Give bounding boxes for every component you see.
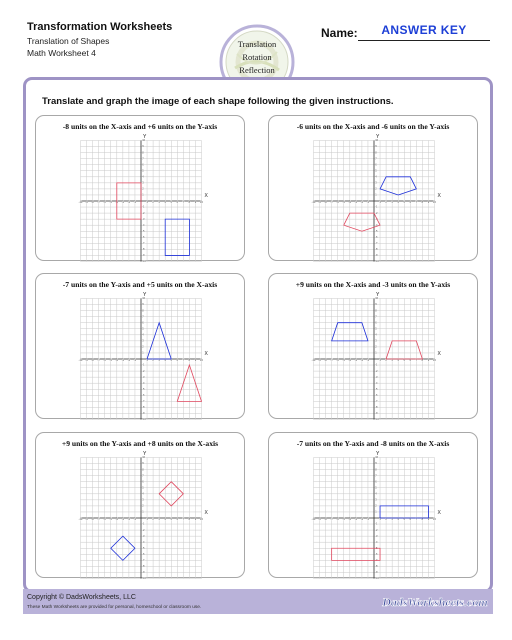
badge-label-rotation: Rotation <box>242 52 272 62</box>
y-axis-label: Y <box>143 134 147 140</box>
x-tick-label: -8 <box>91 200 94 204</box>
x-tick-label: 8 <box>421 200 424 204</box>
x-tick-label: 2 <box>385 200 387 204</box>
y-axis-label: Y <box>143 292 147 298</box>
x-tick-label: -6 <box>336 517 339 521</box>
y-tick-label: 7 <box>142 474 144 478</box>
y-tick-label: -8 <box>375 248 378 252</box>
y-tick-label: 9 <box>375 462 377 466</box>
y-tick-label: 4 <box>142 492 144 496</box>
name-line <box>358 40 490 41</box>
x-tick-label: 2 <box>152 517 154 521</box>
x-tick-label: -2 <box>127 358 131 362</box>
y-tick-label: 10 <box>142 297 146 301</box>
x-tick-label: -8 <box>324 358 327 362</box>
x-tick-label: 8 <box>421 517 424 521</box>
y-tick-label: 2 <box>142 187 144 191</box>
y-tick-label: 4 <box>375 175 377 179</box>
y-tick-label: -10 <box>375 418 379 422</box>
answer-key: ANSWER KEY <box>381 23 467 37</box>
x-tick-label: 1 <box>379 517 381 521</box>
x-tick-label: -10 <box>311 200 316 204</box>
coordinate-grid <box>269 433 477 581</box>
x-tick-label: -6 <box>336 200 339 204</box>
x-tick-label: 7 <box>415 517 418 521</box>
y-tick-label: 2 <box>375 504 377 508</box>
x-tick-label: -5 <box>342 358 345 362</box>
y-tick-label: -8 <box>142 406 145 410</box>
y-tick-label: -6 <box>142 393 145 397</box>
x-tick-label: -3 <box>354 200 358 204</box>
y-tick-label: -8 <box>142 565 145 569</box>
x-tick-label: 1 <box>146 358 148 362</box>
x-tick-label: -7 <box>330 517 333 521</box>
graph-panel <box>35 432 245 581</box>
y-tick-label: -3 <box>375 217 378 221</box>
y-tick-label: 4 <box>142 333 144 337</box>
y-tick-label: -6 <box>142 235 145 239</box>
y-tick-label: 1 <box>142 193 144 197</box>
y-tick-label: 7 <box>375 315 377 319</box>
y-tick-label: 7 <box>142 315 144 319</box>
y-axis-label: Y <box>143 451 147 457</box>
y-tick-label: 9 <box>375 303 377 307</box>
y-tick-label: -4 <box>142 381 145 385</box>
x-tick-label: -3 <box>121 358 125 362</box>
x-tick-label: -1 <box>366 517 370 521</box>
graph-panel <box>268 115 478 264</box>
x-tick-label: -4 <box>348 358 351 362</box>
y-tick-label: 2 <box>142 345 144 349</box>
x-axis-label: X <box>204 193 208 199</box>
x-tick-label: -1 <box>133 200 137 204</box>
y-tick-label: -3 <box>142 375 145 379</box>
coordinate-grid <box>269 116 477 264</box>
x-tick-label: -2 <box>360 517 364 521</box>
y-tick-label: 2 <box>142 504 144 508</box>
problem-instruction: +9 units on the Y-axis and +8 units on the X-axis <box>61 439 219 448</box>
svg-text:DadsWorksheets.com: DadsWorksheets.com <box>382 595 488 609</box>
y-tick-label: -4 <box>375 540 378 544</box>
problem-instruction: +9 units on the X-axis and -3 units on the Y-axis <box>295 280 451 289</box>
coordinate-grid <box>36 116 244 264</box>
y-tick-label: -9 <box>142 254 145 258</box>
x-tick-label: 1 <box>146 517 148 521</box>
x-tick-label: -4 <box>348 200 351 204</box>
y-tick-label: -1 <box>142 522 145 526</box>
x-axis-label: X <box>437 351 441 357</box>
y-tick-label: 2 <box>375 345 377 349</box>
y-tick-label: -7 <box>142 400 145 404</box>
x-tick-label: 4 <box>397 358 399 362</box>
y-tick-label: -5 <box>375 546 378 550</box>
y-tick-label: -7 <box>142 559 145 563</box>
x-tick-label: 3 <box>158 517 160 521</box>
x-tick-label: -6 <box>103 517 106 521</box>
y-tick-label: -9 <box>375 412 378 416</box>
y-tick-label: -6 <box>375 552 378 556</box>
x-tick-label: -1 <box>366 358 370 362</box>
y-tick-label: -7 <box>375 400 378 404</box>
y-tick-label: -8 <box>375 406 378 410</box>
y-tick-label: -10 <box>142 418 146 422</box>
x-tick-label: 6 <box>409 200 412 204</box>
x-tick-label: -7 <box>97 200 100 204</box>
x-tick-label: -4 <box>115 200 118 204</box>
y-tick-label: -3 <box>375 534 378 538</box>
x-tick-label: 1 <box>146 200 148 204</box>
x-tick-label: 4 <box>164 517 166 521</box>
x-tick-label: 2 <box>385 358 387 362</box>
graph-panel <box>268 273 478 422</box>
x-tick-label: 3 <box>391 358 393 362</box>
x-tick-label: -9 <box>318 358 321 362</box>
x-tick-label: -7 <box>97 517 100 521</box>
x-tick-label: -3 <box>121 517 125 521</box>
y-tick-label: -1 <box>375 522 378 526</box>
y-tick-label: -7 <box>375 242 378 246</box>
x-tick-label: 2 <box>385 517 387 521</box>
y-tick-label: 4 <box>375 333 377 337</box>
x-tick-label: 5 <box>170 200 172 204</box>
x-tick-label: 10 <box>433 358 436 362</box>
y-tick-label: 1 <box>375 193 377 197</box>
worksheet-subtitle: Translation of Shapes <box>27 36 110 46</box>
x-tick-label: -5 <box>109 517 112 521</box>
x-tick-label: 4 <box>397 200 399 204</box>
x-tick-label: 9 <box>427 200 430 204</box>
x-tick-label: 7 <box>182 517 185 521</box>
x-tick-label: -6 <box>336 358 339 362</box>
y-tick-label: -3 <box>142 534 145 538</box>
y-tick-label: -3 <box>375 375 378 379</box>
y-tick-label: -10 <box>142 577 146 581</box>
y-tick-label: -8 <box>142 248 145 252</box>
y-tick-label: -8 <box>375 565 378 569</box>
dadsworksheets-logo <box>382 590 488 614</box>
y-tick-label: 9 <box>375 145 377 149</box>
x-tick-label: -8 <box>324 200 327 204</box>
graph-panel <box>268 432 478 581</box>
x-tick-label: 7 <box>182 200 185 204</box>
y-tick-label: -9 <box>142 412 145 416</box>
x-tick-label: 2 <box>152 358 154 362</box>
x-tick-label: -10 <box>78 517 83 521</box>
x-tick-label: 4 <box>164 358 166 362</box>
y-tick-label: 6 <box>142 480 144 484</box>
y-tick-label: -5 <box>142 546 145 550</box>
y-tick-label: -2 <box>375 369 378 373</box>
x-tick-label: 7 <box>415 200 418 204</box>
y-tick-label: 10 <box>142 139 146 143</box>
graph-panel <box>35 115 245 264</box>
x-tick-label: -7 <box>330 200 333 204</box>
y-tick-label: 1 <box>142 510 144 514</box>
badge-label-translation: Translation <box>237 39 277 49</box>
x-tick-label: -6 <box>103 200 106 204</box>
problem-instruction: -7 units on the Y-axis and -8 units on the X-axis <box>296 439 450 448</box>
y-tick-label: 3 <box>375 339 377 343</box>
y-tick-label: -6 <box>375 235 378 239</box>
x-tick-label: -8 <box>91 358 94 362</box>
x-tick-label: 1 <box>379 358 381 362</box>
coordinate-grid <box>36 433 244 581</box>
y-tick-label: -2 <box>375 528 378 532</box>
x-tick-label: -4 <box>115 358 118 362</box>
x-tick-label: -2 <box>360 200 364 204</box>
y-tick-label: -4 <box>142 223 145 227</box>
x-tick-label: 2 <box>152 200 154 204</box>
x-tick-label: -5 <box>342 200 345 204</box>
y-tick-label: 7 <box>375 157 377 161</box>
y-tick-label: 6 <box>375 163 377 167</box>
x-tick-label: 5 <box>170 517 172 521</box>
x-tick-label: 6 <box>409 517 412 521</box>
y-tick-label: 6 <box>142 321 144 325</box>
x-tick-label: 5 <box>403 358 405 362</box>
y-tick-label: -9 <box>375 571 378 575</box>
y-tick-label: -1 <box>375 363 378 367</box>
x-tick-label: 8 <box>188 358 191 362</box>
y-tick-label: 3 <box>375 181 377 185</box>
y-tick-label: 2 <box>375 187 377 191</box>
usage-note: These Math Worksheets are provided for personal, homeschool or classroom use. <box>27 605 202 610</box>
worksheet-title: Transformation Worksheets <box>27 21 173 33</box>
x-tick-label: -9 <box>318 200 321 204</box>
y-tick-label: 8 <box>142 151 144 155</box>
y-tick-label: -6 <box>142 552 145 556</box>
x-tick-label: -5 <box>342 517 345 521</box>
y-tick-label: -5 <box>142 387 145 391</box>
y-tick-label: 3 <box>375 498 377 502</box>
x-tick-label: -5 <box>109 358 112 362</box>
y-tick-label: -6 <box>375 393 378 397</box>
x-tick-label: -1 <box>366 200 370 204</box>
x-tick-label: -2 <box>360 358 364 362</box>
x-axis-label: X <box>204 351 208 357</box>
y-tick-label: 5 <box>375 327 377 331</box>
x-axis-label: X <box>437 193 441 199</box>
x-tick-label: 9 <box>427 517 430 521</box>
y-tick-label: 1 <box>375 510 377 514</box>
x-tick-label: -1 <box>133 517 137 521</box>
y-tick-label: -4 <box>375 381 378 385</box>
x-tick-label: -10 <box>311 517 316 521</box>
x-tick-label: -9 <box>318 517 321 521</box>
x-tick-label: 3 <box>391 517 393 521</box>
x-tick-label: -10 <box>78 358 83 362</box>
x-tick-label: -7 <box>97 358 100 362</box>
x-tick-label: -3 <box>354 358 358 362</box>
y-tick-label: -1 <box>375 205 378 209</box>
y-tick-label: 5 <box>375 486 377 490</box>
y-tick-label: 6 <box>375 480 377 484</box>
y-tick-label: 9 <box>142 462 144 466</box>
y-tick-label: -3 <box>142 217 145 221</box>
x-tick-label: 3 <box>391 200 393 204</box>
x-tick-label: -4 <box>115 517 118 521</box>
x-tick-label: 5 <box>403 517 405 521</box>
badge-label-reflection: Reflection <box>239 65 275 75</box>
y-tick-label: 3 <box>142 339 144 343</box>
x-tick-label: 5 <box>170 358 172 362</box>
y-tick-label: 9 <box>142 303 144 307</box>
y-tick-label: -10 <box>142 260 146 264</box>
x-tick-label: 9 <box>194 200 197 204</box>
y-axis-label: Y <box>376 134 380 140</box>
x-tick-label: 8 <box>188 517 191 521</box>
x-tick-label: 6 <box>409 358 412 362</box>
y-tick-label: 7 <box>142 157 144 161</box>
y-tick-label: 6 <box>142 163 144 167</box>
x-tick-label: 1 <box>379 200 381 204</box>
x-tick-label: 9 <box>427 358 430 362</box>
worksheet-number: Math Worksheet 4 <box>27 48 96 58</box>
y-tick-label: 7 <box>375 474 377 478</box>
coordinate-grid <box>269 274 477 422</box>
y-tick-label: -1 <box>142 205 145 209</box>
x-tick-label: -3 <box>354 517 358 521</box>
y-tick-label: 8 <box>375 468 377 472</box>
y-tick-label: -2 <box>142 369 145 373</box>
x-tick-label: 6 <box>176 517 179 521</box>
y-tick-label: 8 <box>375 309 377 313</box>
y-tick-label: -9 <box>375 254 378 258</box>
x-axis-label: X <box>204 510 208 516</box>
y-tick-label: -2 <box>375 211 378 215</box>
x-tick-label: -2 <box>127 517 131 521</box>
y-tick-label: 10 <box>375 297 379 301</box>
x-tick-label: -10 <box>78 200 83 204</box>
y-tick-label: 10 <box>142 456 146 460</box>
y-tick-label: -1 <box>142 363 145 367</box>
y-tick-label: 9 <box>142 145 144 149</box>
y-tick-label: -4 <box>375 223 378 227</box>
x-axis-label: X <box>437 510 441 516</box>
y-tick-label: -7 <box>375 559 378 563</box>
y-tick-label: -4 <box>142 540 145 544</box>
x-tick-label: 10 <box>200 200 203 204</box>
x-tick-label: -8 <box>324 517 327 521</box>
y-tick-label: 6 <box>375 321 377 325</box>
y-tick-label: -7 <box>142 242 145 246</box>
y-tick-label: 5 <box>142 327 144 331</box>
x-tick-label: -9 <box>85 358 88 362</box>
x-tick-label: -3 <box>121 200 125 204</box>
x-tick-label: 6 <box>176 358 179 362</box>
x-tick-label: 7 <box>415 358 418 362</box>
x-tick-label: 10 <box>200 517 203 521</box>
x-tick-label: 6 <box>176 200 179 204</box>
x-tick-label: -9 <box>85 200 88 204</box>
x-tick-label: -1 <box>133 358 137 362</box>
problem-instruction: -6 units on the X-axis and -6 units on the Y-axis <box>296 122 450 131</box>
y-tick-label: 3 <box>142 498 144 502</box>
copyright: Copyright © DadsWorksheets, LLC <box>27 594 136 601</box>
y-tick-label: 3 <box>142 181 144 185</box>
x-tick-label: -8 <box>91 517 94 521</box>
x-tick-label: 9 <box>194 517 197 521</box>
y-tick-label: -2 <box>142 211 145 215</box>
x-tick-label: 3 <box>158 358 160 362</box>
x-tick-label: -4 <box>348 517 351 521</box>
y-tick-label: -9 <box>142 571 145 575</box>
y-axis-label: Y <box>376 292 380 298</box>
x-tick-label: -9 <box>85 517 88 521</box>
problem-instruction: -7 units on the Y-axis and +5 units on the X-axis <box>62 280 218 289</box>
y-tick-label: 10 <box>375 139 379 143</box>
x-tick-label: 10 <box>433 200 436 204</box>
x-tick-label: 10 <box>433 517 436 521</box>
y-tick-label: 8 <box>142 309 144 313</box>
y-tick-label: 4 <box>375 492 377 496</box>
x-tick-label: 7 <box>182 358 185 362</box>
coordinate-grid <box>36 274 244 422</box>
x-tick-label: 10 <box>200 358 203 362</box>
x-tick-label: 4 <box>164 200 166 204</box>
y-tick-label: 10 <box>375 456 379 460</box>
y-tick-label: -5 <box>375 229 378 233</box>
instructions: Translate and graph the image of each shape following the given instructions. <box>42 96 394 107</box>
y-tick-label: 8 <box>375 151 377 155</box>
y-tick-label: -2 <box>142 528 145 532</box>
x-tick-label: 8 <box>421 358 424 362</box>
y-tick-label: 5 <box>142 169 144 173</box>
y-tick-label: 5 <box>142 486 144 490</box>
y-tick-label: 8 <box>142 468 144 472</box>
x-tick-label: 4 <box>397 517 399 521</box>
y-tick-label: 1 <box>142 351 144 355</box>
y-tick-label: 1 <box>375 351 377 355</box>
x-tick-label: -6 <box>103 358 106 362</box>
x-tick-label: 8 <box>188 200 191 204</box>
x-tick-label: -7 <box>330 358 333 362</box>
x-tick-label: 9 <box>194 358 197 362</box>
x-tick-label: -10 <box>311 358 316 362</box>
y-tick-label: 4 <box>142 175 144 179</box>
y-tick-label: 5 <box>375 169 377 173</box>
x-tick-label: 5 <box>403 200 405 204</box>
y-axis-label: Y <box>376 451 380 457</box>
y-tick-label: -10 <box>375 260 379 264</box>
x-tick-label: -5 <box>109 200 112 204</box>
name-label: Name: <box>321 26 358 40</box>
y-tick-label: -5 <box>375 387 378 391</box>
x-tick-label: -2 <box>127 200 131 204</box>
problem-instruction: -8 units on the X-axis and +6 units on the Y-axis <box>62 122 218 131</box>
y-tick-label: -5 <box>142 229 145 233</box>
x-tick-label: 3 <box>158 200 160 204</box>
graph-panel <box>35 273 245 422</box>
y-tick-label: -10 <box>375 577 379 581</box>
